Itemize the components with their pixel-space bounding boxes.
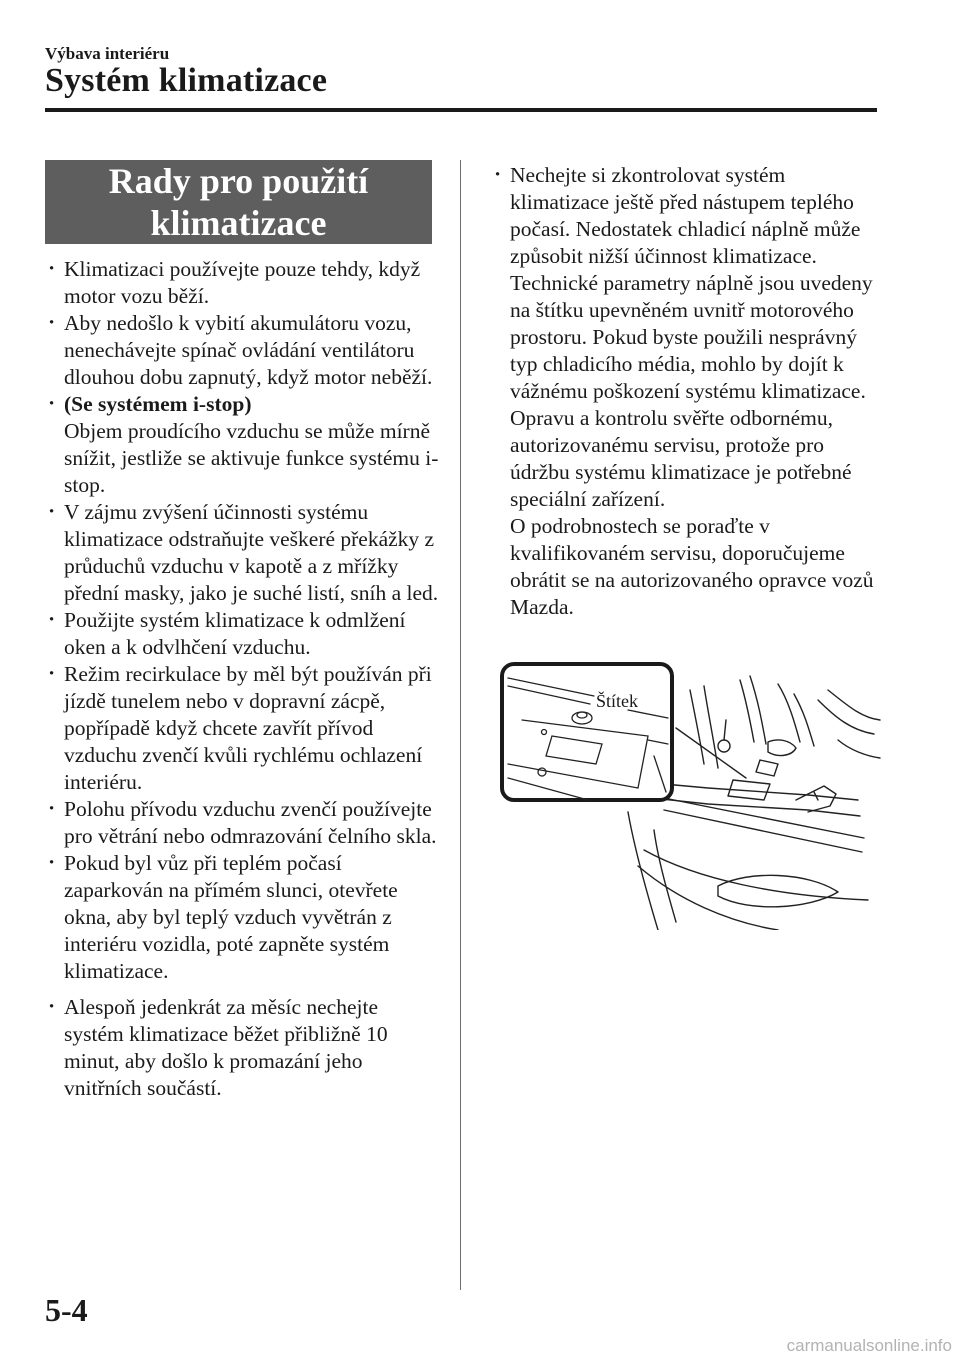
bullet-item (48, 850, 440, 985)
bullet-text: Pokud byl vůz při teplém počasí zaparkován na přímém slunci, otevřete okna, aby byl teplý vzduch vyvětrán z interiéru vozidla, poté zapněte systém klimatizace. (64, 851, 398, 983)
bullet-title: · (Se systémem i-stop) (64, 392, 252, 416)
label-inset (502, 664, 672, 800)
heading-line-2: klimatizace (150, 203, 327, 243)
watermark: carmanualsonline.info (786, 1336, 952, 1355)
bullet-text: Klimatizaci používejte pouze tehdy, když motor vozu běží. (64, 257, 421, 308)
label-callout: Štítek (596, 691, 639, 711)
bullet-text: Použijte systém klimatizace k odmlžení oken a k odvlhčení vzduchu. (64, 608, 406, 659)
bullet-item (48, 391, 440, 499)
bullet-text: Režim recirkulace by měl být používán při jízdě tunelem nebo v dopravní zácpě, popřípadě když chcete zavřít přívod vzduchu zvenčí kvůli rychlému ochlazení interiéru. (64, 662, 432, 794)
engine-bay-illustration (478, 660, 882, 930)
bullet-item (494, 162, 884, 621)
bullet-item (48, 796, 440, 850)
bullet-text: Alespoň jedenkrát za měsíc nechejte systém klimatizace běžet přibližně 10 minut, aby došlo k promazání jeho vnitřních součástí. (64, 995, 388, 1100)
bullet-item (48, 256, 440, 310)
page-number: 5-4 (45, 1292, 88, 1328)
engine-bay-figure (478, 660, 882, 930)
section-label: Výbava interiéru (45, 44, 170, 63)
heading-title (89, 160, 389, 244)
bullet-item (48, 661, 440, 796)
bullet-item (48, 607, 440, 661)
heading-box (45, 160, 432, 244)
bullet-text-followup: O podrobnostech se poraďte v kvalifikovaném servisu, doporučujeme obrátit se na autorizovaného opravce vozů Mazda. (510, 514, 874, 619)
bullet-item (48, 994, 440, 1102)
right-column (494, 162, 884, 621)
bullet-text: Polohu přívodu vzduchu zvenčí používejte pro větrání nebo odmrazování čelního skla. (64, 797, 437, 848)
title-rule (45, 108, 877, 112)
bullet-text: V zájmu zvýšení účinnosti systému klimatizace odstraňujte veškeré překážky z průduchů vzduchu v kapotě a z mřížky přední masky, jako je suché listí, sníh a led. (64, 500, 439, 605)
left-column (48, 256, 440, 1102)
column-divider (460, 160, 461, 1290)
page-title: Systém klimatizace (45, 62, 328, 99)
heading-line-1: Rady pro použití (108, 161, 369, 201)
bullet-item (48, 310, 440, 391)
bullet-text: Aby nedošlo k vybití akumulátoru vozu, nenechávejte spínač ovládání ventilátoru dlouhou dobu zapnutý, když motor neběží. (64, 311, 433, 389)
bullet-text: Objem proudícího vzduchu se může mírně snížit, jestliže se aktivuje funkce systému i-stop. (64, 419, 439, 497)
bullet-text: · Nechejte si zkontrolovat systém klimatizace ještě před nástupem teplého počasí. Nedostatek chladicí náplně může způsobit nižší účinnost klimatizace. Technické parametry náplně jsou uvedeny na štítku upevněném uvnitř motorového prostoru. Pokud byste použili nesprávný typ chladicího média, mohlo by dojít k vážnému poškození systému klimatizace. Opravu a kontrolu svěřte odbornému, autorizovanému servisu, protože pro údržbu systému klimatizace je potřebné speciální zařízení. (510, 163, 873, 511)
bullet-item (48, 499, 440, 607)
